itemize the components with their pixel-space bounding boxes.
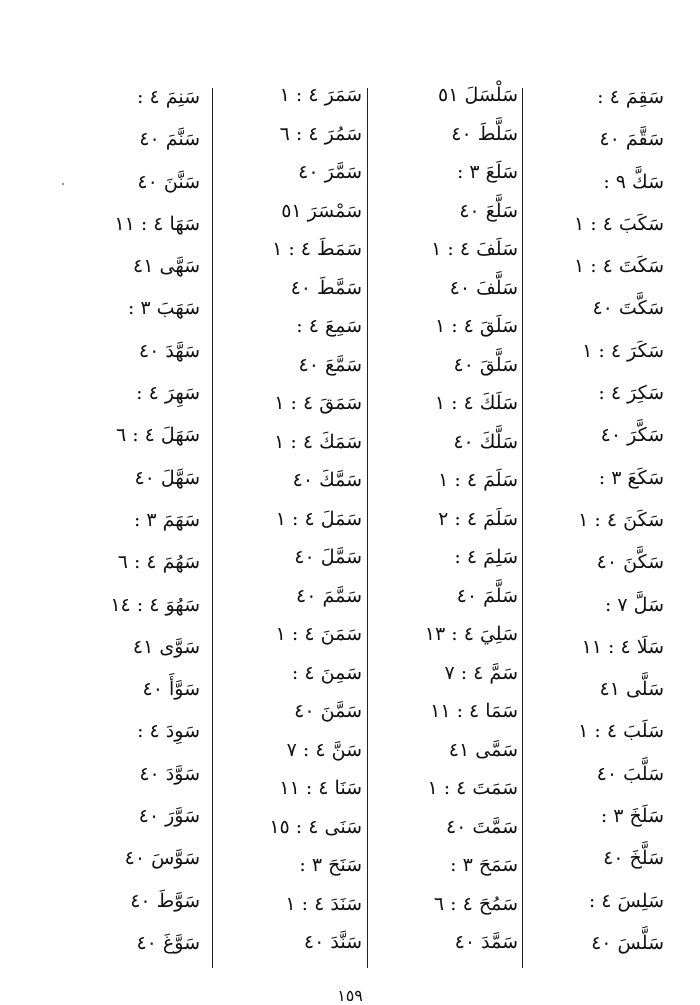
dictionary-entry: سَلْسَلَ ٥١	[437, 84, 518, 106]
dictionary-entry: سَكِرَ ٤ :	[598, 382, 664, 405]
dictionary-entry: سَلِيَ ٤ : ١٣	[424, 623, 518, 645]
dictionary-entry: سَهِرَ ٤ :	[136, 382, 200, 405]
dictionary-entry: سَنَّمَ ٤٠	[139, 128, 200, 151]
dictionary-entry: سَمَنَ ٤ : ١	[275, 623, 362, 645]
page-number: ١٥٩	[337, 986, 363, 1005]
entry-column-2	[378, 76, 518, 974]
scan-speck	[62, 183, 64, 185]
dictionary-entry: سَمَّ ٤ : ٧	[444, 661, 518, 684]
dictionary-entry: سَهُوَ ٤ : ١٤	[110, 593, 200, 616]
dictionary-entry: سَوَّى ٤١	[132, 635, 200, 658]
dictionary-entry: سَلَّبَ ٤٠	[596, 762, 664, 785]
dictionary-entry: سَمَطَ ٤ : ١	[272, 238, 362, 260]
dictionary-entry: سَكَنَ ٤ : ١	[578, 508, 664, 531]
dictionary-entry: سَلِمَ ٤ :	[454, 546, 518, 568]
dictionary-entry: سَمَلَ ٤ : ١	[275, 507, 362, 530]
dictionary-entry: سَمَّلَ ٤٠	[294, 546, 362, 568]
dictionary-entry: سَلَّخَ ٤٠	[603, 847, 664, 870]
dictionary-entry: سَمُرَ ٤ : ٦	[279, 122, 362, 145]
dictionary-entry: سَمْسَرَ ٥١	[281, 199, 362, 222]
dictionary-entry: سَلَفَ ٤ : ١	[431, 238, 518, 260]
dictionary-entry: سَكَّرَ ٤٠	[600, 424, 664, 447]
dictionary-entry: سَوَّسَ ٤٠	[124, 847, 200, 870]
dictionary-entry: سَقَّمَ ٤٠	[599, 128, 664, 151]
dictionary-entry: سَنَّنَ ٤٠	[137, 170, 200, 193]
dictionary-entry: سَكَّتَ ٤٠	[592, 297, 664, 320]
dictionary-entry: سَكَّنَ ٤٠	[596, 551, 664, 574]
dictionary-entry: سَلَبَ ٤ : ١	[578, 720, 664, 743]
dictionary-entry: سَلِسَ ٤ :	[588, 889, 664, 912]
column-divider	[212, 88, 213, 968]
dictionary-entry: سَنَدَ ٤ : ١	[285, 892, 362, 915]
dictionary-entry: سَمُحَ ٤ : ٦	[433, 892, 518, 915]
dictionary-entry: سَهَبَ ٣ :	[127, 297, 200, 320]
entry-column-3	[222, 76, 362, 974]
dictionary-entry: سَلَمَ ٤ : ٢	[438, 507, 518, 530]
entry-column-4	[66, 76, 200, 974]
dictionary-entry: سَنَّ ٤ : ٧	[286, 738, 362, 761]
dictionary-entry: سَلَّسَ ٤٠	[591, 931, 664, 954]
dictionary-entry: سَهَا ٤ : ١١	[114, 212, 200, 235]
dictionary-entry: سَلَقَ ٤ : ١	[434, 315, 518, 337]
dictionary-entry: سَمِنَ ٤ :	[291, 661, 362, 684]
dictionary-entry: سَمَّدَ ٤٠	[454, 931, 518, 953]
dictionary-entry: سَقِمَ ٤ :	[597, 86, 664, 108]
dictionary-entry: سَلَكَ ٤ : ١	[434, 392, 518, 414]
dictionary-entry: سَوَّطَ ٤٠	[130, 889, 200, 912]
dictionary-entry: سَلَمَ ٤ : ١	[438, 469, 518, 491]
entry-column-1	[530, 76, 664, 974]
dictionary-entry: سَمَّكَ ٤٠	[292, 469, 362, 491]
column-divider	[522, 88, 523, 968]
dictionary-entry: سَمَّنَ ٤٠	[294, 700, 362, 722]
dictionary-entry: سَمَحَ ٣ :	[450, 854, 518, 876]
dictionary-entry: سَنَا ٤ : ١١	[279, 777, 362, 799]
dictionary-entry: سَمَّى ٤١	[448, 738, 518, 761]
dictionary-entry: سَهَمَ ٣ :	[133, 508, 200, 531]
dictionary-entry: سَلَّطَ ٤٠	[451, 122, 518, 145]
dictionary-entry: سَهُمَ ٤ : ٦	[117, 551, 200, 574]
dictionary-entry: سَوَّرَ ٤٠	[138, 805, 200, 828]
dictionary-entry: سَمَكَ ٤ : ١	[274, 430, 362, 453]
dictionary-entry: سَلَّعَ ٤٠	[459, 199, 518, 222]
dictionary-entry: سَمِعَ ٤ :	[296, 315, 362, 337]
dictionary-entry: سَلَّ ٧ :	[604, 593, 664, 616]
dictionary-entry: سَكَرَ ٤ : ١	[582, 339, 664, 362]
dictionary-entry: سَلَّفَ ٤٠	[449, 276, 518, 299]
dictionary-entry: سَمَّمَ ٤٠	[295, 584, 362, 607]
dictionary-entry: سَمَّتَ ٤٠	[445, 815, 518, 838]
dictionary-entry: سَهَّلَ ٤٠	[134, 466, 200, 489]
dictionary-entry: سَنَى ٤ : ١٥	[269, 815, 362, 838]
dictionary-entry: سَلَا ٤ : ١١	[581, 635, 664, 658]
dictionary-entry: سَوَّأَ ٤٠	[142, 678, 200, 701]
dictionary-entry: سَلَّمَ ٤٠	[456, 584, 518, 607]
dictionary-entry: سَلَّكَ ٤٠	[453, 430, 518, 453]
dictionary-entry: سَلَّى ٤١	[599, 678, 664, 701]
dictionary-entry: سَكَّ ٩ :	[603, 170, 664, 193]
dictionary-entry: سَنِمَ ٤ :	[136, 86, 200, 108]
dictionary-entry: سَلَعَ ٣ :	[456, 161, 518, 183]
dictionary-entry: سَوَّدَ ٤٠	[139, 762, 200, 785]
dictionary-entry: سَمَّرَ ٤٠	[298, 161, 362, 183]
dictionary-entry: سَكَعَ ٣ :	[598, 466, 664, 489]
dictionary-entry: سَنَحَ ٣ :	[299, 854, 362, 876]
dictionary-entry: سَوِدَ ٤ :	[137, 720, 200, 743]
column-divider	[367, 88, 368, 968]
dictionary-entry: سَوَّغَ ٤٠	[136, 931, 200, 954]
dictionary-entry: سَمَّعَ ٤٠	[298, 353, 362, 376]
dictionary-entry: سَمَرَ ٤ : ١	[279, 84, 362, 106]
dictionary-entry: سَنَّدَ ٤٠	[303, 931, 362, 953]
dictionary-entry: سَهَلَ ٤ : ٦	[115, 424, 200, 447]
dictionary-entry: سَهَّدَ ٤٠	[138, 339, 200, 362]
dictionary-entry: سَمَتَ ٤ : ١	[427, 777, 518, 799]
dictionary-entry: سَلَّقَ ٤٠	[453, 353, 518, 376]
dictionary-entry: سَلَخَ ٣ :	[600, 805, 664, 828]
dictionary-entry: سَكَبَ ٤ : ١	[573, 212, 664, 235]
dictionary-entry: سَمَا ٤ : ١١	[430, 700, 518, 722]
dictionary-entry: سَكَتَ ٤ : ١	[573, 255, 664, 278]
dictionary-entry: سَهَّى ٤١	[133, 255, 200, 278]
dictionary-entry: سَمَّطَ ٤٠	[290, 276, 362, 299]
dictionary-entry: سَمَقَ ٤ : ١	[274, 392, 362, 414]
